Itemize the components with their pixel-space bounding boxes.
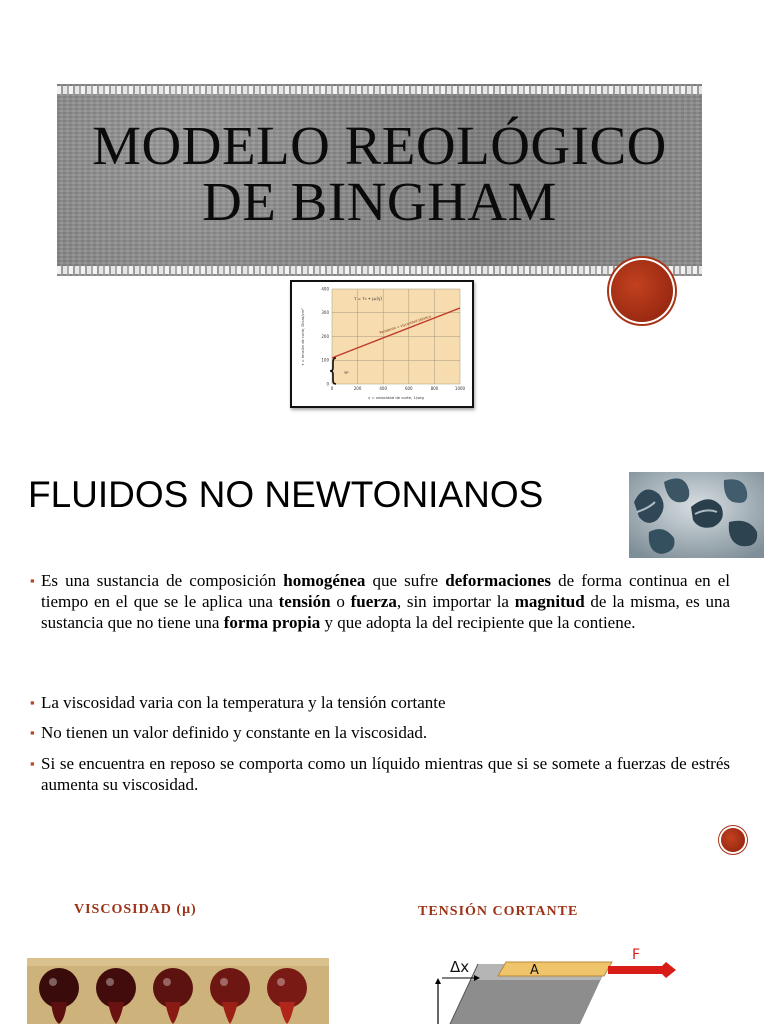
decorative-circle	[611, 260, 673, 322]
non-newtonian-fluid-image	[629, 472, 764, 558]
x-tick-label: 600	[404, 386, 413, 391]
bullet-rest-behaviour-text: Si se encuentra en reposo se comporta como un líquido mientras que si se somete a fuerzas de estrés aumenta su viscosidad.	[41, 754, 730, 794]
title-line-1: MODELO REOLÓGICO	[92, 115, 667, 176]
y-tick-label: 300	[321, 310, 329, 316]
bullet-definition	[30, 570, 730, 633]
banner-top-edge	[57, 86, 702, 94]
bullet-rest-behaviour	[30, 753, 730, 795]
bullet-no-defined-value-text: No tienen un valor definido y constante en la viscosidad.	[41, 723, 428, 742]
section-heading: FLUIDOS NO NEWTONIANOS	[28, 474, 544, 515]
shear-stress-label: TENSIÓN CORTANTE	[418, 904, 579, 919]
x-tick-labels	[331, 386, 466, 391]
diagram-area-label: A	[530, 963, 539, 978]
bullet-no-defined-value	[30, 722, 730, 743]
decorative-circle-small	[721, 828, 745, 852]
bingham-chart-frame	[290, 280, 474, 408]
title-banner	[57, 84, 702, 276]
bullet-marker: ▪	[30, 573, 35, 588]
x-tick-label: 400	[379, 386, 388, 391]
x-tick-label: 0	[330, 386, 334, 391]
bullet-marker: ▪	[30, 695, 35, 710]
y-tick-label: 0	[326, 381, 329, 387]
viscosity-label: VISCOSIDAD (μ)	[74, 902, 197, 917]
title-line-2: DE BINGHAM	[202, 171, 557, 232]
viscosity-drops-image	[27, 958, 329, 1024]
bingham-chart	[292, 282, 472, 406]
y-tick-label: 400	[321, 286, 329, 292]
bullet-definition-text: Es una sustancia de composición homogénea que sufre deformaciones de forma continua en el tiempo en el que se le aplica una tensión o fuerza, sin importar la magnitud de la misma, es una sustancia que no tiene una forma propia y que adopta la del recipiente que la contiene.	[41, 571, 730, 632]
shear-stress-diagram	[430, 940, 690, 1024]
banner-bottom-edge	[57, 266, 702, 274]
diagram-force-label: F	[632, 947, 641, 963]
y-tick-label: 200	[321, 333, 329, 339]
page-title	[57, 115, 702, 232]
bullet-viscosity-varies	[30, 692, 730, 713]
bullet-marker: ▪	[30, 756, 35, 771]
chart-x-label: γ = velocidad de corte, 1/seg	[368, 395, 424, 400]
y-tick-labels	[321, 286, 329, 386]
diagram-dx-label: Δx	[450, 958, 470, 976]
chart-line-label: Pendiente = viscosidad plástica	[379, 314, 432, 335]
x-tick-label: 200	[353, 386, 362, 391]
bullet-marker: ▪	[30, 725, 35, 740]
chart-y-label: τ = tensión de corte, Dinas/cm²	[301, 308, 305, 366]
chart-equation: τ = τ₀ + μₚ(γ)	[354, 296, 382, 301]
chart-yp-label: YP	[344, 371, 349, 375]
x-tick-label: 800	[430, 386, 439, 391]
x-tick-label: 1000	[454, 386, 466, 391]
y-tick-label: 100	[321, 357, 329, 363]
bullet-viscosity-varies-text: La viscosidad varia con la temperatura y la tensión cortante	[41, 693, 446, 712]
